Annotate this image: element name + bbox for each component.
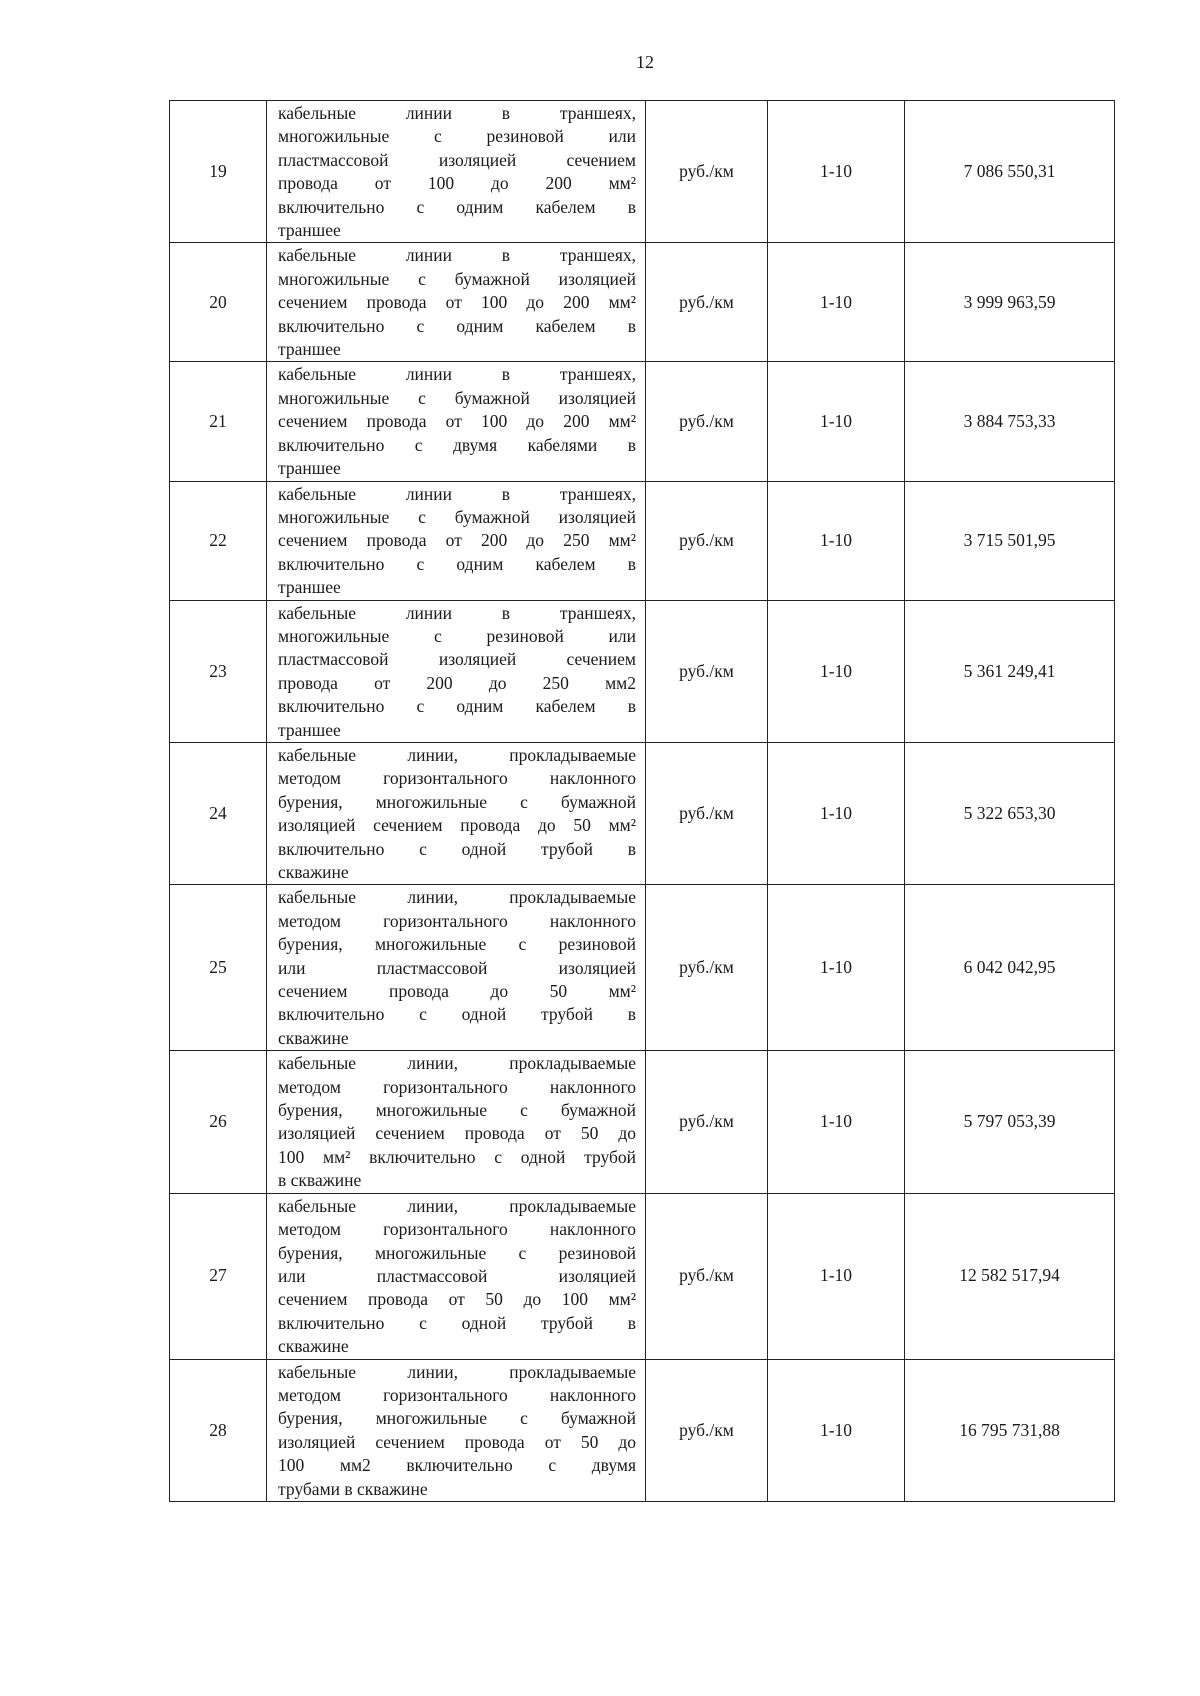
- row-number: 20: [170, 243, 267, 362]
- row-number: 21: [170, 362, 267, 481]
- row-price: 16 795 731,88: [905, 1359, 1115, 1501]
- description-line: включительно с одним кабелем в: [278, 553, 636, 574]
- description-line: многожильные с бумажной изоляцией: [278, 506, 636, 527]
- description-line: методом горизонтального наклонного: [278, 1219, 636, 1240]
- description-line: скважине: [278, 862, 349, 882]
- row-number: 25: [170, 885, 267, 1051]
- table-row: [170, 1051, 1115, 1193]
- description-line: провода от 200 до 250 мм2: [278, 672, 636, 693]
- row-unit: руб./км: [646, 243, 768, 362]
- description-line: включительно с одним кабелем в: [278, 196, 636, 217]
- row-term: 1-10: [768, 101, 905, 243]
- description-line: многожильные с резиновой или: [278, 126, 636, 147]
- row-price: 12 582 517,94: [905, 1193, 1115, 1359]
- row-term: 1-10: [768, 481, 905, 600]
- description-line: кабельные линии, прокладываемые: [278, 1195, 636, 1216]
- row-number: 27: [170, 1193, 267, 1359]
- description-line: сечением провода от 100 до 200 мм²: [278, 292, 636, 313]
- description-line: кабельные линии в траншеях,: [278, 602, 636, 623]
- description-line: бурения, многожильные с бумажной: [278, 1408, 636, 1429]
- description-line: включительно с одной трубой в: [278, 838, 636, 859]
- row-unit: руб./км: [646, 1193, 768, 1359]
- row-term: 1-10: [768, 600, 905, 742]
- rates-table-body: [170, 101, 1115, 1502]
- description-line: включительно с одним кабелем в: [278, 315, 636, 336]
- description-line: многожильные с бумажной изоляцией: [278, 387, 636, 408]
- row-price: 7 086 550,31: [905, 101, 1115, 243]
- row-term: 1-10: [768, 362, 905, 481]
- row-unit: руб./км: [646, 101, 768, 243]
- table-row: [170, 101, 1115, 243]
- row-unit: руб./км: [646, 742, 768, 884]
- description-line: или пластмассовой изоляцией: [278, 1265, 636, 1286]
- row-price: 3 715 501,95: [905, 481, 1115, 600]
- row-number: 24: [170, 742, 267, 884]
- description-line: многожильные с резиновой или: [278, 625, 636, 646]
- description-line: скважине: [278, 1027, 349, 1048]
- description-line: изоляцией сечением провода от 50 до: [278, 1123, 636, 1144]
- table-row: [170, 362, 1115, 481]
- row-description: [267, 742, 646, 884]
- description-line: пластмассовой изоляцией сечением: [278, 149, 636, 170]
- row-number: 23: [170, 600, 267, 742]
- row-unit: руб./км: [646, 885, 768, 1051]
- row-description: [267, 885, 646, 1051]
- description-line: траншее: [278, 458, 341, 479]
- table-row: [170, 885, 1115, 1051]
- row-description: [267, 600, 646, 742]
- description-line: бурения, многожильные с бумажной: [278, 1100, 636, 1121]
- description-line: включительно с двумя кабелями в: [278, 434, 636, 455]
- table-row: [170, 1193, 1115, 1359]
- description-line: методом горизонтального наклонного: [278, 910, 636, 931]
- description-line: кабельные линии, прокладываемые: [278, 1361, 636, 1382]
- description-line: траншее: [278, 220, 341, 241]
- row-number: 19: [170, 101, 267, 243]
- description-line: кабельные линии, прокладываемые: [278, 887, 636, 908]
- table-row: [170, 742, 1115, 884]
- description-line: сечением провода от 100 до 200 мм²: [278, 411, 636, 432]
- row-term: 1-10: [768, 1359, 905, 1501]
- description-line: кабельные линии, прокладываемые: [278, 744, 636, 765]
- description-line: или пластмассовой изоляцией: [278, 957, 636, 978]
- row-price: 3 999 963,59: [905, 243, 1115, 362]
- description-line: изоляцией сечением провода от 50 до: [278, 1431, 636, 1452]
- description-line: сечением провода до 50 мм²: [278, 981, 636, 1002]
- table-row: [170, 481, 1115, 600]
- row-price: 5 797 053,39: [905, 1051, 1115, 1193]
- row-description: [267, 1193, 646, 1359]
- row-price: 3 884 753,33: [905, 362, 1115, 481]
- row-description: [267, 1359, 646, 1501]
- row-term: 1-10: [768, 243, 905, 362]
- row-unit: руб./км: [646, 481, 768, 600]
- description-line: методом горизонтального наклонного: [278, 1384, 636, 1405]
- description-line: кабельные линии, прокладываемые: [278, 1053, 636, 1074]
- row-term: 1-10: [768, 742, 905, 884]
- description-line: сечением провода от 50 до 100 мм²: [278, 1289, 636, 1310]
- description-line: трубами в скважине: [278, 1478, 428, 1499]
- description-line: 100 мм2 включительно с двумя: [278, 1455, 636, 1476]
- description-line: пластмассовой изоляцией сечением: [278, 649, 636, 670]
- description-line: кабельные линии в траншеях,: [278, 103, 636, 123]
- description-line: включительно с одной трубой в: [278, 1004, 636, 1025]
- row-term: 1-10: [768, 885, 905, 1051]
- description-line: изоляцией сечением провода до 50 мм²: [278, 815, 636, 836]
- description-line: методом горизонтального наклонного: [278, 1076, 636, 1097]
- row-description: [267, 481, 646, 600]
- table-row: [170, 1359, 1115, 1501]
- row-unit: руб./км: [646, 362, 768, 481]
- row-price: 5 361 249,41: [905, 600, 1115, 742]
- row-number: 28: [170, 1359, 267, 1501]
- description-line: скважине: [278, 1336, 349, 1357]
- description-line: бурения, многожильные с резиновой: [278, 1242, 636, 1263]
- row-price: 5 322 653,30: [905, 742, 1115, 884]
- description-line: включительно с одной трубой в: [278, 1312, 636, 1333]
- rates-table: [169, 100, 1115, 1502]
- row-unit: руб./км: [646, 1051, 768, 1193]
- table-row: [170, 243, 1115, 362]
- row-term: 1-10: [768, 1051, 905, 1193]
- description-line: траншее: [278, 719, 341, 740]
- description-line: включительно с одним кабелем в: [278, 696, 636, 717]
- description-line: многожильные с бумажной изоляцией: [278, 268, 636, 289]
- description-line: кабельные линии в траншеях,: [278, 364, 636, 385]
- row-number: 26: [170, 1051, 267, 1193]
- row-description: [267, 101, 646, 243]
- description-line: сечением провода от 200 до 250 мм²: [278, 530, 636, 551]
- row-term: 1-10: [768, 1193, 905, 1359]
- description-line: траншее: [278, 339, 341, 360]
- row-unit: руб./км: [646, 1359, 768, 1501]
- row-number: 22: [170, 481, 267, 600]
- description-line: провода от 100 до 200 мм²: [278, 173, 636, 194]
- description-line: 100 мм² включительно с одной трубой: [278, 1146, 636, 1167]
- row-description: [267, 362, 646, 481]
- row-description: [267, 1051, 646, 1193]
- row-unit: руб./км: [646, 600, 768, 742]
- row-description: [267, 243, 646, 362]
- table-row: [170, 600, 1115, 742]
- description-line: бурения, многожильные с бумажной: [278, 791, 636, 812]
- description-line: бурения, многожильные с резиновой: [278, 934, 636, 955]
- description-line: методом горизонтального наклонного: [278, 768, 636, 789]
- description-line: кабельные линии в траншеях,: [278, 245, 636, 266]
- description-line: в скважине: [278, 1170, 362, 1191]
- description-line: траншее: [278, 577, 341, 598]
- description-line: кабельные линии в траншеях,: [278, 483, 636, 504]
- page-number: 12: [636, 52, 654, 72]
- row-price: 6 042 042,95: [905, 885, 1115, 1051]
